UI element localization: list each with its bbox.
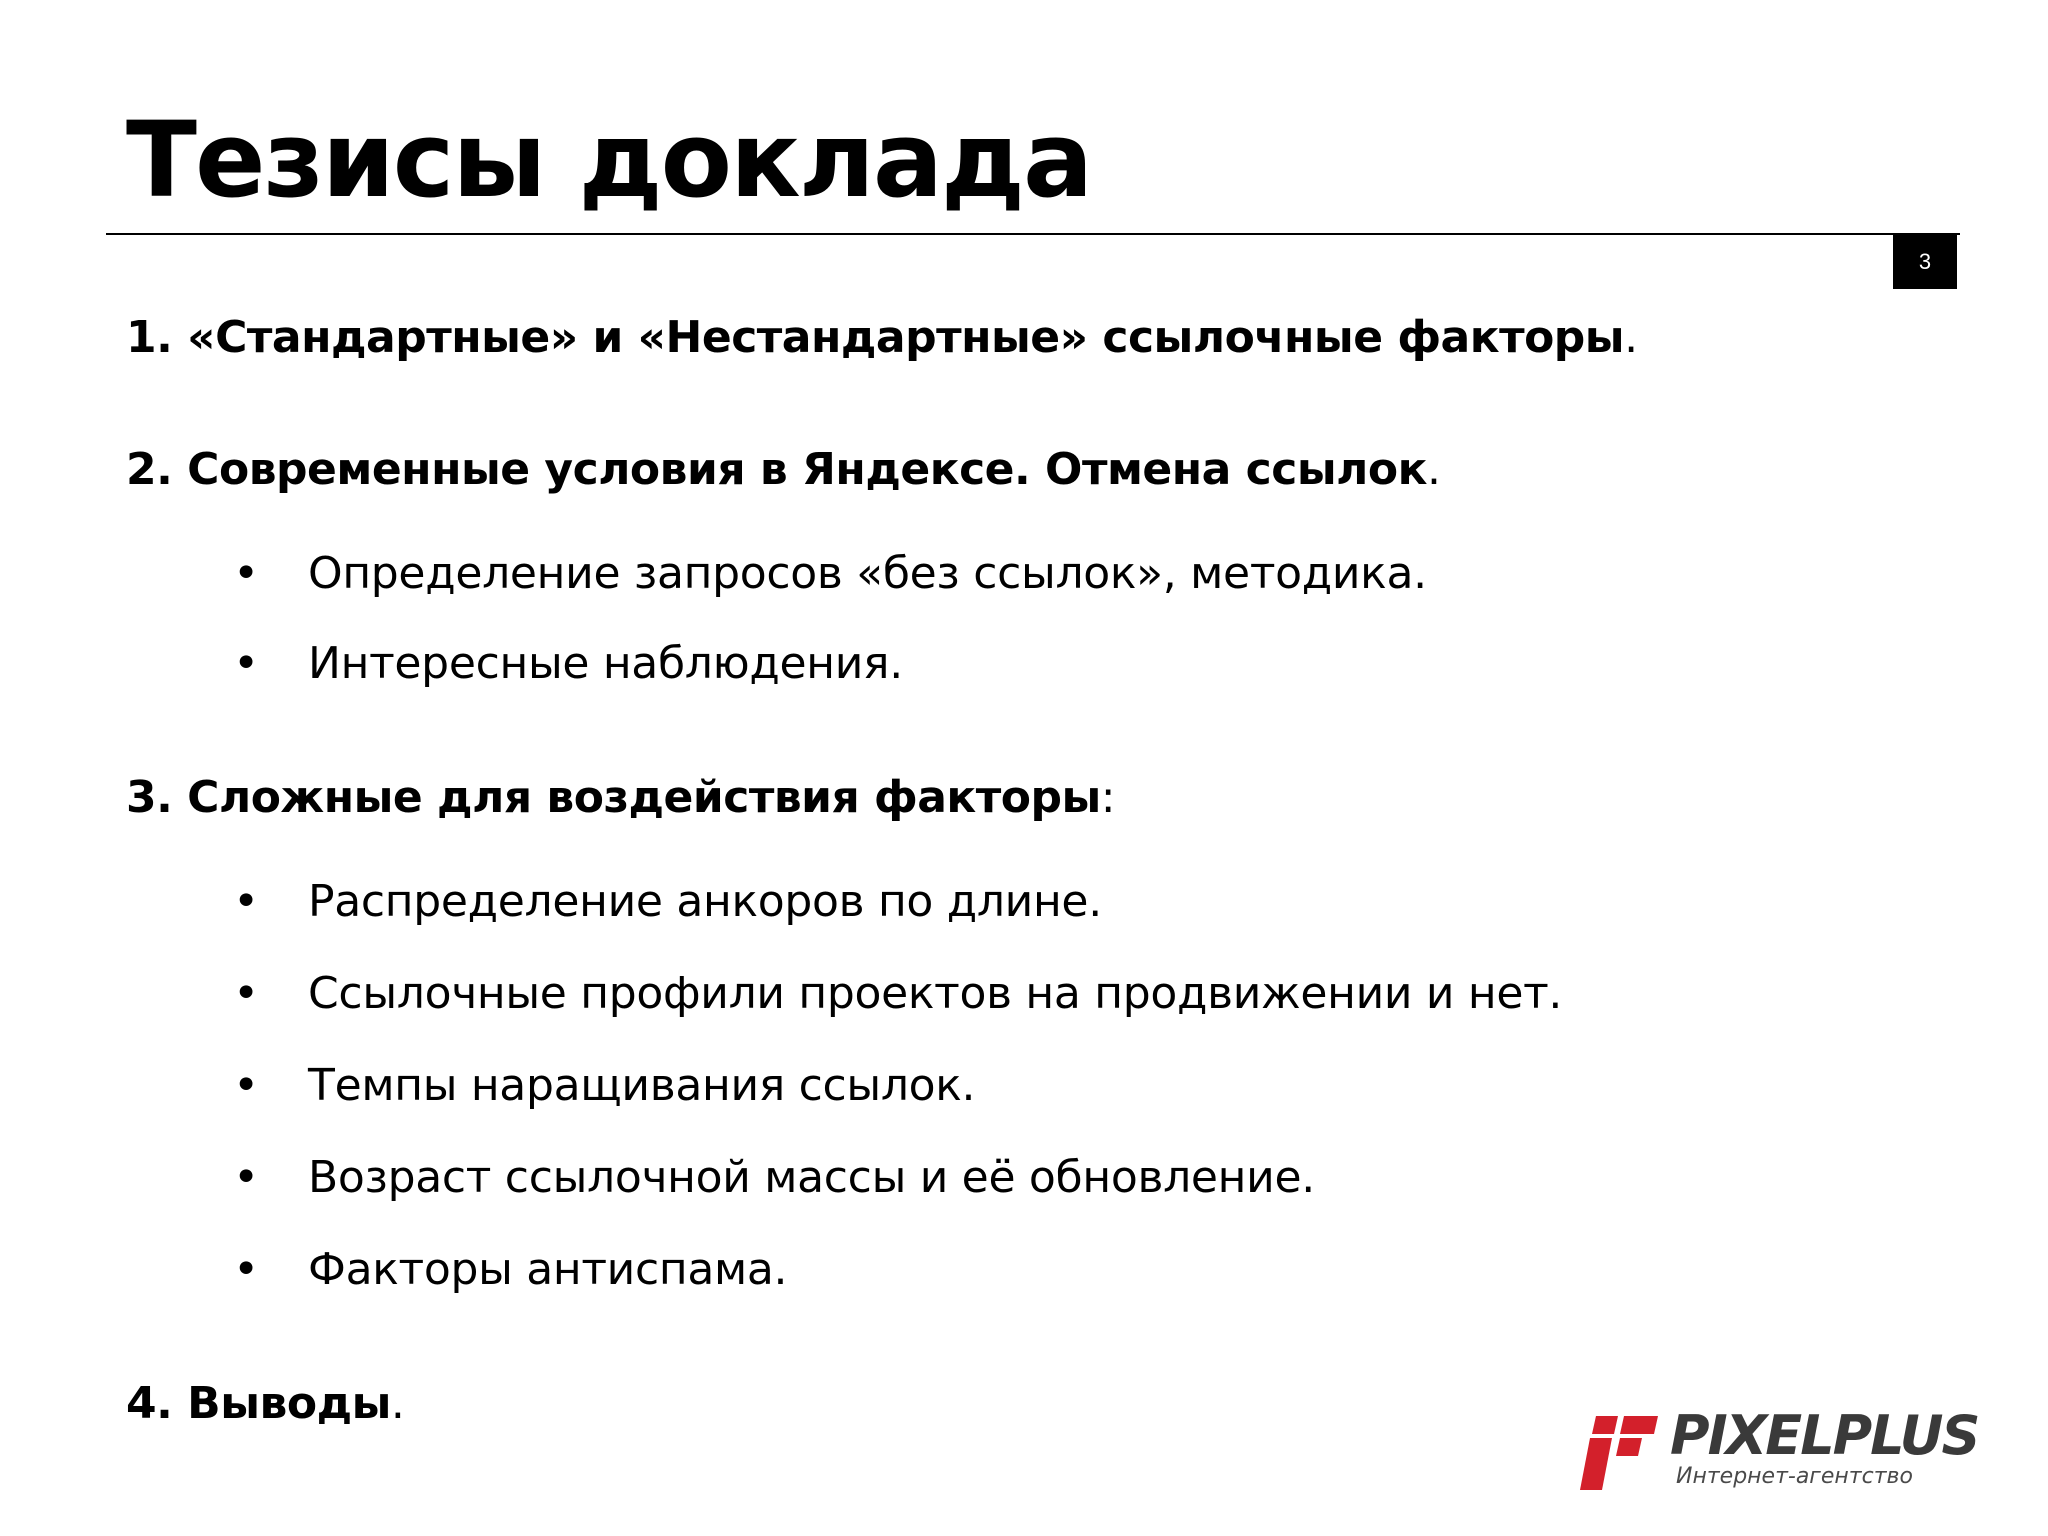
logo-wordmark: PIXELPLUS (1670, 1404, 1979, 1467)
list-item-text: Темпы наращивания ссылок. (308, 1060, 976, 1111)
page-number-badge: 3 (1893, 235, 1957, 289)
list-item-text: Факторы антиспама. (308, 1244, 788, 1295)
section-heading-tail: : (1100, 772, 1116, 823)
section-number: 1. (126, 312, 173, 363)
section-heading-4 (126, 1374, 404, 1434)
section-heading-tail: . (390, 1378, 405, 1429)
thesis-list (126, 0, 1686, 1536)
company-logo (1578, 1398, 2018, 1498)
section-number: 3. (126, 772, 173, 823)
section-heading-3 (126, 768, 1115, 828)
list-item-text: Возраст ссылочной массы и её обновление. (308, 1152, 1315, 1203)
bullet-icon: • (233, 1244, 259, 1295)
bullet-icon: • (233, 638, 259, 689)
pixelplus-mark-icon (1578, 1398, 1668, 1498)
section-number: 2. (126, 444, 173, 495)
list-item-text: Распределение анкоров по длине. (308, 876, 1102, 927)
section-heading-text: «Стандартные» и «Нестандартные» ссылочные факторы (187, 312, 1625, 363)
bullet-icon: • (233, 1152, 259, 1203)
section-heading-2 (126, 440, 1440, 500)
section-heading-text: Выводы (187, 1378, 391, 1429)
bullet-icon: • (233, 876, 259, 927)
logo-tagline: Интернет-агентство (1676, 1464, 1913, 1489)
section-heading-text: Сложные для воздействия факторы (187, 772, 1101, 823)
section-heading-1 (126, 308, 1638, 368)
section-heading-tail: . (1624, 312, 1638, 363)
list-item-text: Интересные наблюдения. (308, 638, 903, 689)
section-heading-tail: . (1426, 444, 1441, 495)
bullet-icon: • (233, 548, 259, 599)
section-number: 4. (126, 1378, 173, 1429)
list-item-text: Определение запросов «без ссылок», методика. (308, 548, 1427, 599)
section-heading-text: Современные условия в Яндексе. Отмена ссылок (187, 444, 1427, 495)
list-item-text: Ссылочные профили проектов на продвижении и нет. (308, 968, 1563, 1019)
slide-title: Тезисы доклада (126, 99, 1092, 221)
bullet-icon: • (233, 968, 259, 1019)
bullet-icon: • (233, 1060, 259, 1111)
